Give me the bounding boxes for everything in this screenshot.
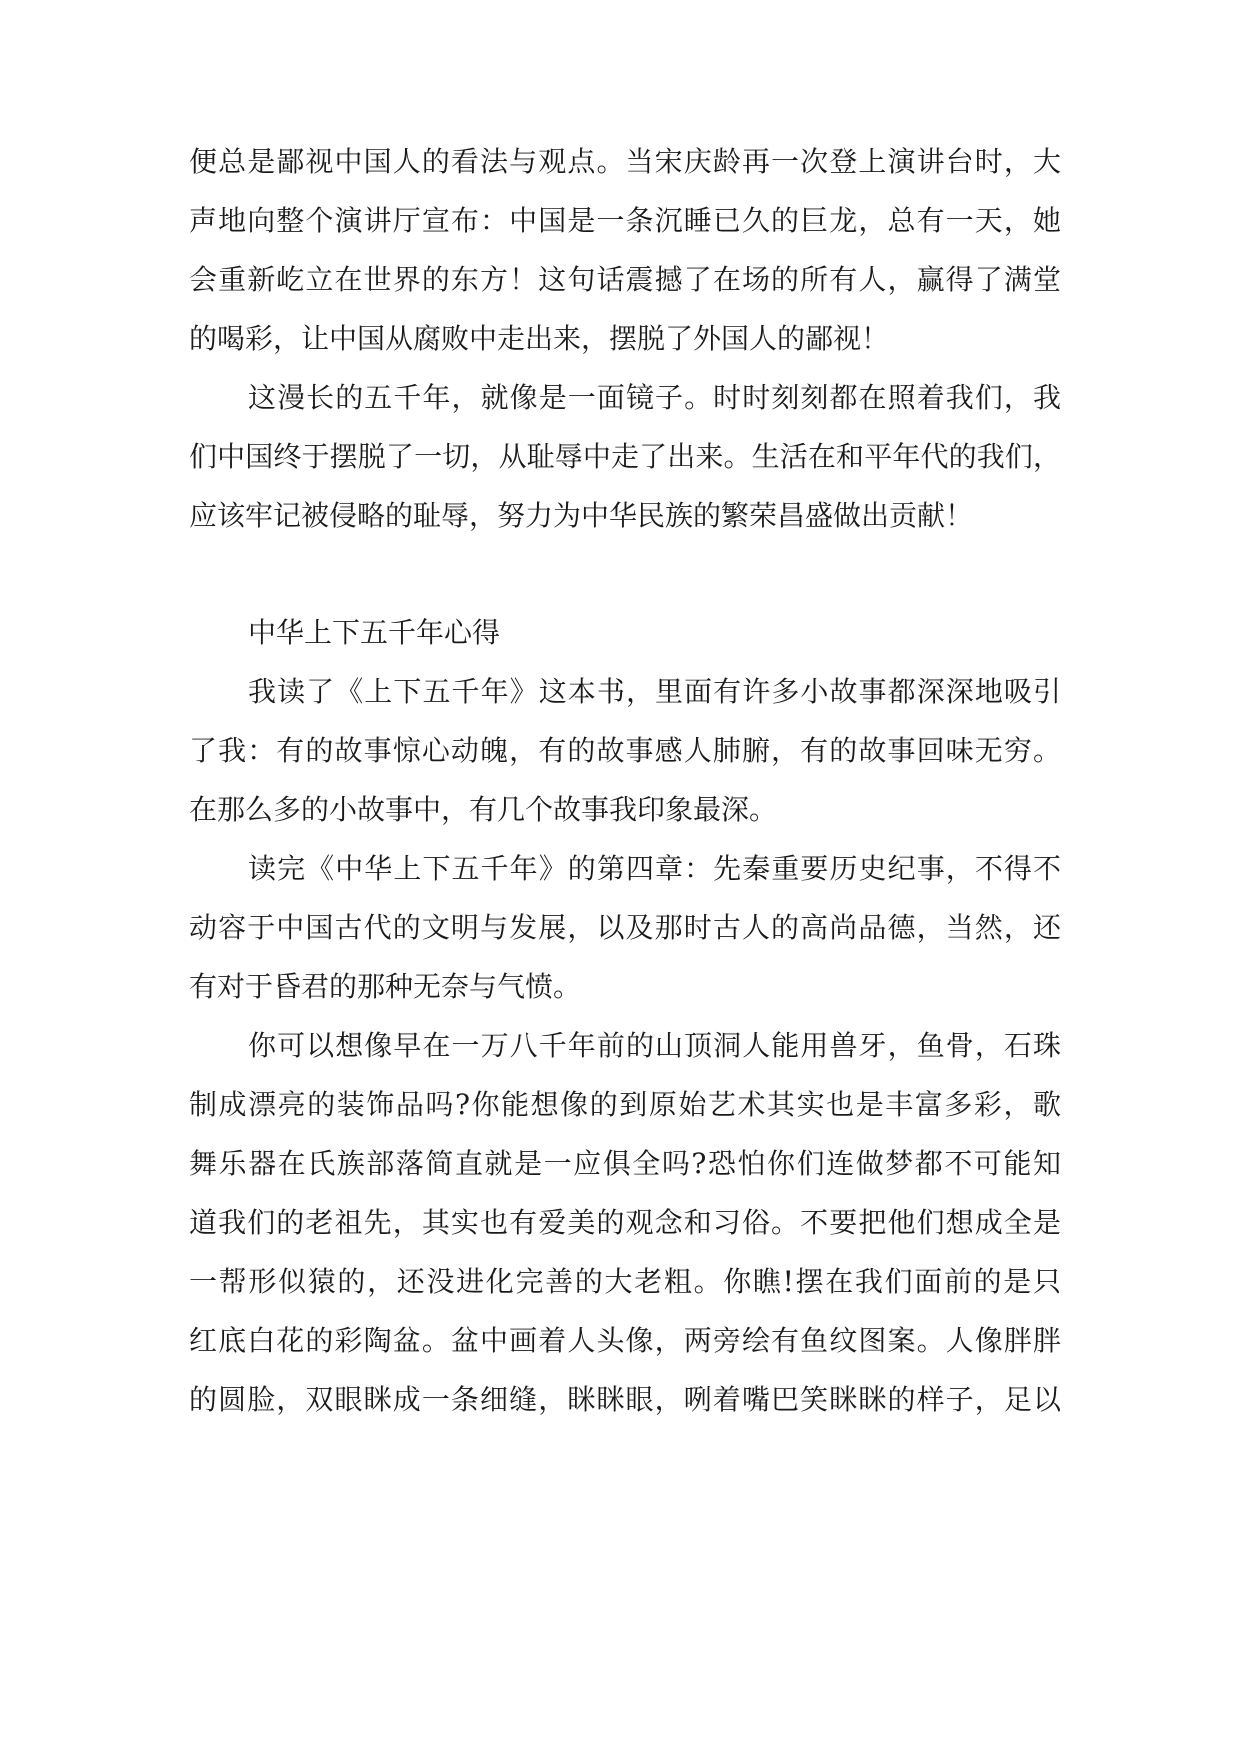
paragraph-line: 便总是鄙视中国人的看法与观点。当宋庆龄再一次登上演讲台时，大	[189, 145, 1061, 178]
paragraph-line: 舞乐器在氏族部落简直就是一应俱全吗?恐怕你们连做梦都不可能知	[189, 1147, 1061, 1180]
paragraph-line: 在那么多的小故事中，有几个故事我印象最深。	[189, 793, 778, 826]
paragraph-line: 读完《中华上下五千年》的第四章：先秦重要历史纪事，不得不	[248, 852, 1061, 885]
paragraph-line: 制成漂亮的装饰品吗?你能想像的到原始艺术其实也是丰富多彩，歌	[189, 1088, 1061, 1121]
paragraph-line: 有对于昏君的那种无奈与气愤。	[189, 970, 582, 1003]
section-heading: 中华上下五千年心得	[248, 616, 501, 649]
paragraph-line: 声地向整个演讲厅宣布：中国是一条沉睡已久的巨龙，总有一天，她	[189, 204, 1061, 237]
paragraph-line: 红底白花的彩陶盆。盆中画着人头像，两旁绘有鱼纹图案。人像胖胖	[189, 1324, 1061, 1357]
paragraph-line: 的喝彩，让中国从腐败中走出来，摆脱了外国人的鄙视！	[189, 322, 890, 355]
paragraph-line: 们中国终于摆脱了一切，从耻辱中走了出来。生活在和平年代的我们，	[189, 440, 1061, 473]
paragraph-line: 我读了《上下五千年》这本书，里面有许多小故事都深深地吸引	[248, 675, 1061, 708]
paragraph-line: 动容于中国古代的文明与发展，以及那时古人的高尚品德，当然，还	[189, 911, 1061, 944]
paragraph-line: 了我：有的故事惊心动魄，有的故事感人肺腑，有的故事回味无穷。	[189, 734, 1061, 767]
paragraph-line: 的圆脸，双眼眯成一条细缝，眯眯眼，咧着嘴巴笑眯眯的样子，足以	[189, 1383, 1061, 1416]
paragraph-line: 一帮形似猿的，还没进化完善的大老粗。你瞧!摆在我们面前的是只	[189, 1265, 1061, 1298]
paragraph-line: 这漫长的五千年，就像是一面镜子。时时刻刻都在照着我们，我	[248, 381, 1061, 414]
paragraph-line: 会重新屹立在世界的东方！这句话震撼了在场的所有人，赢得了满堂	[189, 263, 1061, 296]
paragraph-line: 你可以想像早在一万八千年前的山顶洞人能用兽牙，鱼骨，石珠	[248, 1029, 1061, 1062]
paragraph-line: 道我们的老祖先，其实也有爱美的观念和习俗。不要把他们想成全是	[189, 1206, 1061, 1239]
paragraph-line: 应该牢记被侵略的耻辱，努力为中华民族的繁荣昌盛做出贡献！	[189, 499, 974, 532]
